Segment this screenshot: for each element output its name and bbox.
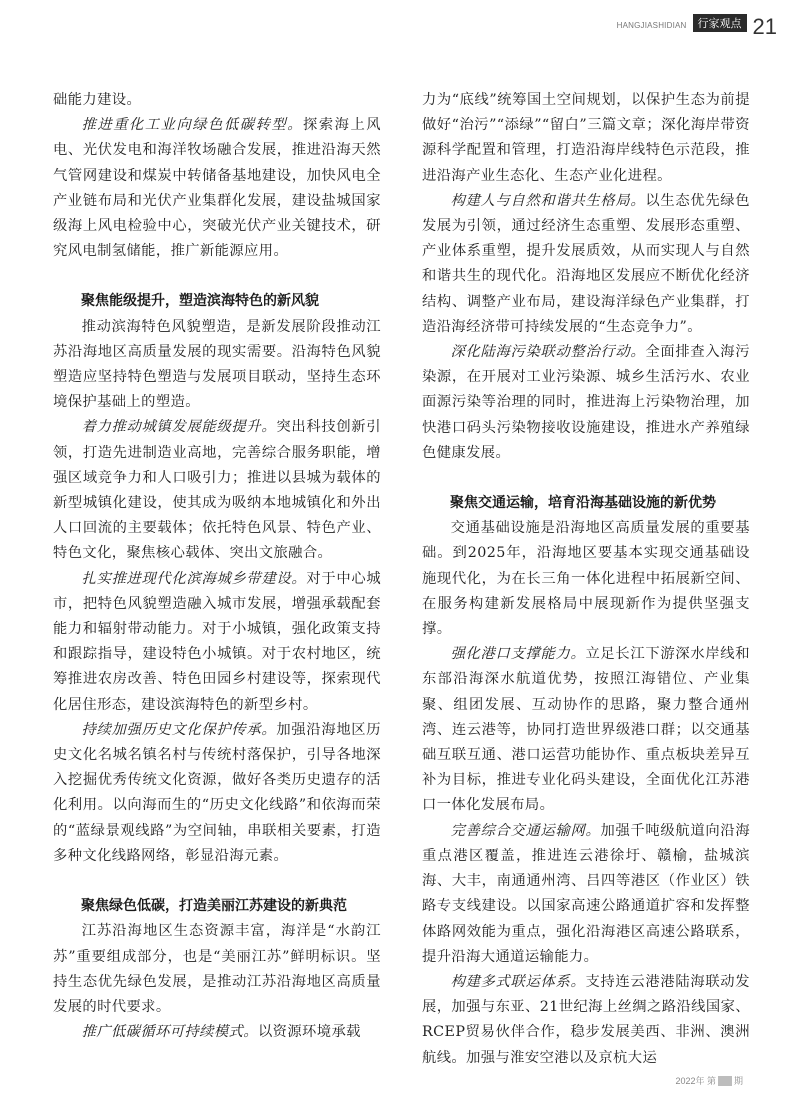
paragraph-lead: 着力推动城镇发展能级提升。	[81, 419, 277, 436]
page-header	[617, 14, 777, 38]
paragraph: 交通基础设施是沿海地区高质量发展的重要基础。到2025年，沿海地区要基本实现交通基础设施现代化，为在长三角一体化进程中拓展新空间、在服务构建新发展格局中展现新作为提供坚强支撑。	[422, 520, 750, 638]
page-footer	[675, 1074, 743, 1087]
paragraph-text: 加强千吨级航道向沿海重点港区覆盖，推进连云港徐圩、赣榆，盐城滨海、大丰，南通通州湾、吕四等港区（作业区）铁路专支线建设。以国家高速公路通道扩容和发挥整体路网效能为重点，强化沿海港区高速公路联系，提升沿海大通道运输能力。	[422, 822, 751, 965]
paragraph	[422, 189, 750, 340]
paragraph-text: 突出科技创新引领，打造先进制造业高地，完善综合服务职能，增强区域竞争力和人口吸引力；推进以县城为载体的新型城镇化建设，使其成为吸纳本地城镇化和外出人口回流的主要载体；依托特色风景、特色产业、特色文化，聚焦核心载体、突出文旅融合。	[53, 419, 381, 562]
paragraph	[53, 718, 381, 869]
paragraph-text: 对于中心城市，把特色风貌塑造融入城市发展，增强承载配套能力和辐射带动能力。对于小城镇，强化政策支持和跟踪指导，建设特色小城镇。对于农村地区，统筹推进农房改善、特色田园乡村建设等，探索现代化居住形态，建设滨海特色的新型乡村。	[53, 570, 382, 713]
paragraph-text: 以资源环境承载	[257, 1024, 361, 1041]
section-tag: 行家观点	[693, 14, 747, 32]
paragraph-lead: 构建多式联运体系。	[450, 973, 586, 990]
issue-number-box	[718, 1076, 732, 1086]
paragraph	[422, 970, 750, 1071]
left-column	[53, 88, 381, 1045]
paragraph-text: 以生态优先绿色发展为引领，通过经济生态重塑、发展形态重塑、产业体系重塑，提升发展质效，从而实现人与自然和谐共生的现代化。沿海地区发展应不断优化经济结构、调整产业布局，建设海洋绿色产业集群，打造沿海经济带可持续发展的“生态竞争力”。	[422, 192, 750, 335]
paragraph-lead: 推广低碳循环可持续模式。	[81, 1024, 258, 1041]
paragraph-text: 全面排查入海污染源，在开展对工业污染源、城乡生活污水、农业面源污染等治理的同时，推进海上污染物治理，加快港口码头污染物接收设施建设，推进水产养殖绿色健康发展。	[422, 344, 750, 461]
paragraph	[53, 567, 381, 718]
paragraph: 础能力建设。	[53, 92, 142, 108]
page-number: 21	[752, 14, 777, 39]
paragraph-lead: 扎实推进现代化滨海城乡带建设。	[81, 570, 307, 587]
paragraph-text: 支持连云港港陆海联动发展，加强与东亚、21世纪海上丝绸之路沿线国家、RCEP贸易伙伴合作，稳步发展美西、非洲、澳洲航线。加强与淮安空港以及京杭大运	[422, 973, 750, 1066]
paragraph	[422, 642, 750, 818]
paragraph-text: 加强沿海地区历史文化名城名镇名村与传统村落保护，引导各地深入挖掘优秀传统文化资源，做好各类历史遗存的活化利用。以向海而生的“历史文化线路”和依海而荣的“蓝绿景观线路”为空间轴，串联相关要素，打造多种文化线路网络，彰显沿海元素。	[53, 721, 381, 864]
paragraph	[422, 819, 750, 970]
paragraph-lead: 推进重化工业向绿色低碳转型。	[81, 117, 304, 134]
footer-year: 2022年 第	[675, 1076, 716, 1086]
section-heading: 聚焦绿色低碳，打造美丽江苏建设的新典范	[81, 898, 347, 915]
section-heading: 聚焦能级提升，塑造滨海特色的新风貌	[81, 293, 319, 310]
right-column	[422, 88, 750, 1071]
paragraph	[422, 340, 750, 466]
paragraph: 推动滨海特色风貌塑造，是新发展阶段推动江苏沿海地区高质量发展的现实需要。沿海特色风貌塑造应坚持特色塑造与发展项目联动，坚持生态环境保护基础上的塑造。	[53, 318, 381, 411]
paragraph-text: 立足长江下游深水岸线和东部沿海深水航道优势，按照江海错位、产业集聚、组团发展、互动协作的思路，聚力整合通州湾、连云港等，协同打造世界级港口群；以交通基础互联互通、港口运营功能协作、重点板块差异互补为目标，推进专业化码头建设，全面优化江苏港口一体化发展布局。	[422, 646, 750, 814]
paragraph-text: 探索海上风电、光伏发电和海洋牧场融合发展，推进沿海天然气管网建设和煤炭中转储备基地建设，加快风电全产业链布局和光伏产业集群化发展，建设盐城国家级海上风电检验中心，突破光伏产业关键技术，研究风电制氢储能，推广新能源应用。	[53, 117, 381, 260]
paragraph-lead: 持续加强历史文化保护传承。	[81, 721, 277, 738]
paragraph-lead: 强化港口支撑能力。	[450, 646, 586, 663]
paragraph	[53, 113, 381, 264]
publication-name: HANGJIASHIDIAN	[616, 21, 687, 30]
paragraph: 力为“底线”统筹国土空间规划，以保护生态为前提做好“治污”“添绿”“留白”三篇文章；深化海岸带资源科学配置和管理，打造沿海岸线特色示范段，推进沿海产业生态化、生态产业化进程。	[422, 92, 750, 184]
section-heading: 聚焦交通运输，培育沿海基础设施的新优势	[450, 495, 716, 512]
paragraph: 江苏沿海地区生态资源丰富，海洋是“水韵江苏”重要组成部分，也是“美丽江苏”鲜明标识。坚持生态优先绿色发展，是推动江苏沿海地区高质量发展的时代要求。	[53, 923, 381, 1015]
paragraph	[53, 1020, 381, 1045]
paragraph-lead: 构建人与自然和谐共生格局。	[450, 192, 646, 209]
paragraph	[53, 415, 381, 566]
paragraph-lead: 深化陆海污染联动整治行动。	[450, 344, 646, 361]
paragraph-lead: 完善综合交通运输网。	[450, 822, 601, 839]
footer-issue: 期	[733, 1076, 743, 1086]
